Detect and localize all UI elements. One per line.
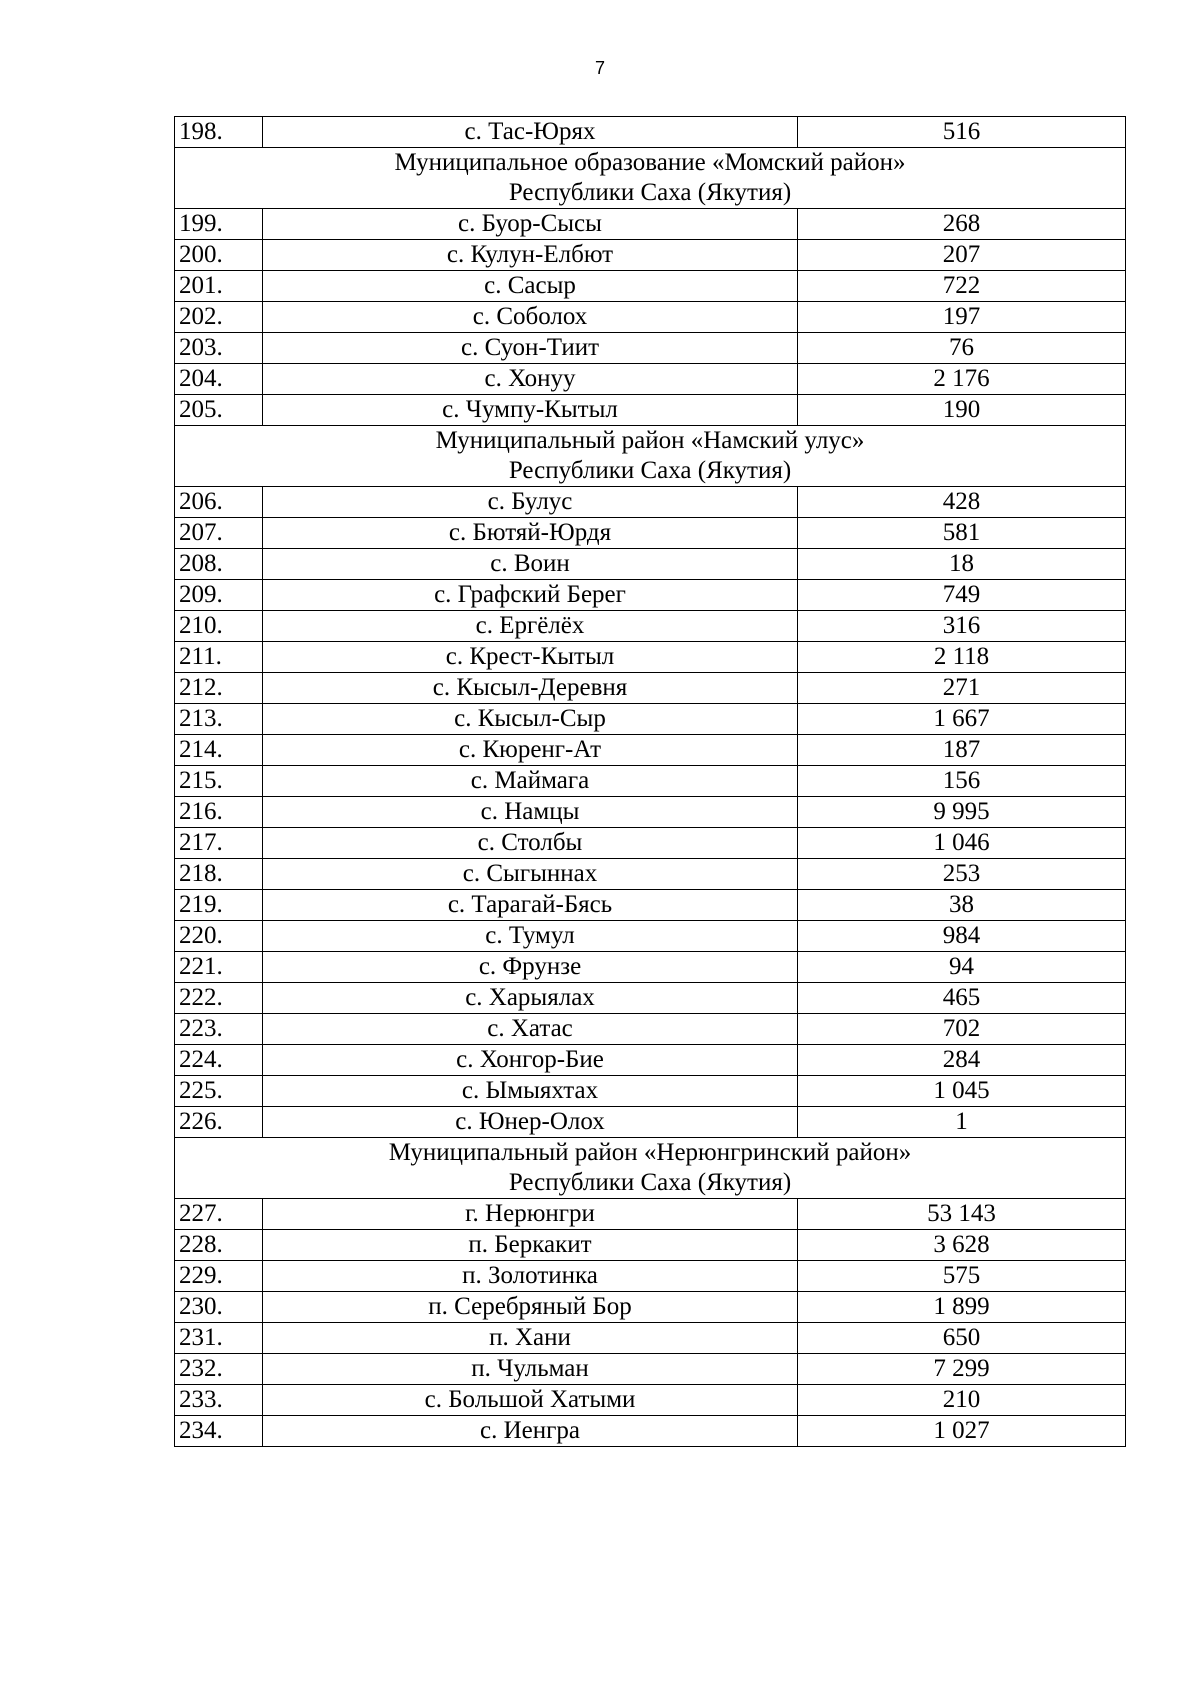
settlement-name: с. Воин [263, 549, 798, 580]
settlement-name: с. Буор-Сысы [263, 209, 798, 240]
settlement-name: с. Харыялах [263, 983, 798, 1014]
table-row [175, 1323, 1126, 1354]
row-number: 216. [175, 797, 263, 828]
table-row [175, 117, 1126, 148]
settlement-name: п. Чульман [263, 1354, 798, 1385]
settlement-name: с. Хатас [263, 1014, 798, 1045]
population-value: 749 [798, 580, 1126, 611]
table-row [175, 1199, 1126, 1230]
table-row [175, 580, 1126, 611]
settlement-name: с. Крест-Кытыл [263, 642, 798, 673]
population-value: 516 [798, 117, 1126, 148]
row-number: 201. [175, 271, 263, 302]
settlement-name: с. Кысыл-Деревня [263, 673, 798, 704]
row-number: 227. [175, 1199, 263, 1230]
table-row [175, 859, 1126, 890]
table-row [175, 983, 1126, 1014]
section-header [175, 426, 1126, 487]
settlement-name: с. Тумул [263, 921, 798, 952]
table-row [175, 828, 1126, 859]
population-value: 284 [798, 1045, 1126, 1076]
table-row [175, 1354, 1126, 1385]
population-value: 1 [798, 1107, 1126, 1138]
section-header [175, 148, 1126, 209]
page-number: 7 [594, 58, 605, 78]
settlement-name: с. Кысыл-Сыр [263, 704, 798, 735]
population-value: 94 [798, 952, 1126, 983]
section-subtitle: Республики Саха (Якутия) [508, 179, 792, 206]
table-row [175, 487, 1126, 518]
table-row [175, 333, 1126, 364]
row-number: 218. [175, 859, 263, 890]
row-number: 233. [175, 1385, 263, 1416]
row-number: 209. [175, 580, 263, 611]
population-value: 1 899 [798, 1292, 1126, 1323]
population-value: 268 [798, 209, 1126, 240]
table-row [175, 395, 1126, 426]
population-value: 465 [798, 983, 1126, 1014]
row-number: 225. [175, 1076, 263, 1107]
settlement-name: с. Намцы [263, 797, 798, 828]
table-row [175, 766, 1126, 797]
row-number: 213. [175, 704, 263, 735]
row-number: 198. [175, 117, 263, 148]
settlement-name: с. Хонгор-Бие [263, 1045, 798, 1076]
row-number: 206. [175, 487, 263, 518]
section-header-row [175, 426, 1126, 487]
row-number: 226. [175, 1107, 263, 1138]
population-value: 2 176 [798, 364, 1126, 395]
table-row [175, 1076, 1126, 1107]
section-title: Муниципальный район «Намский улус» [435, 427, 865, 454]
population-value: 271 [798, 673, 1126, 704]
population-value: 575 [798, 1261, 1126, 1292]
population-value: 190 [798, 395, 1126, 426]
settlement-name: п. Беркакит [263, 1230, 798, 1261]
row-number: 223. [175, 1014, 263, 1045]
row-number: 208. [175, 549, 263, 580]
settlement-name: с. Хонуу [263, 364, 798, 395]
table-row [175, 1045, 1126, 1076]
row-number: 202. [175, 302, 263, 333]
section-header-row [175, 1138, 1126, 1199]
population-value: 2 118 [798, 642, 1126, 673]
settlement-name: с. Столбы [263, 828, 798, 859]
table-row [175, 302, 1126, 333]
table-row [175, 240, 1126, 271]
population-value: 1 667 [798, 704, 1126, 735]
table-row [175, 890, 1126, 921]
settlement-name: с. Графский Берег [263, 580, 798, 611]
row-number: 221. [175, 952, 263, 983]
population-value: 984 [798, 921, 1126, 952]
row-number: 234. [175, 1416, 263, 1447]
section-header [175, 1138, 1126, 1199]
population-value: 76 [798, 333, 1126, 364]
settlement-name: с. Сасыр [263, 271, 798, 302]
section-header-row [175, 148, 1126, 209]
row-number: 200. [175, 240, 263, 271]
settlement-name: с. Иенгра [263, 1416, 798, 1447]
table-row [175, 1416, 1126, 1447]
row-number: 212. [175, 673, 263, 704]
table-row [175, 611, 1126, 642]
population-value: 187 [798, 735, 1126, 766]
row-number: 228. [175, 1230, 263, 1261]
population-value: 1 045 [798, 1076, 1126, 1107]
table-row [175, 209, 1126, 240]
row-number: 215. [175, 766, 263, 797]
population-value: 702 [798, 1014, 1126, 1045]
table-row [175, 921, 1126, 952]
section-title: Муниципальный район «Нерюнгринский район» [388, 1139, 912, 1166]
population-value: 38 [798, 890, 1126, 921]
row-number: 220. [175, 921, 263, 952]
population-value: 1 046 [798, 828, 1126, 859]
population-value: 18 [798, 549, 1126, 580]
table-row [175, 1107, 1126, 1138]
row-number: 229. [175, 1261, 263, 1292]
table-row [175, 1385, 1126, 1416]
settlement-name: с. Чумпу-Кытыл [263, 395, 798, 426]
section-title: Муниципальное образование «Момский район» [394, 149, 906, 176]
population-value: 9 995 [798, 797, 1126, 828]
settlement-name: с. Соболох [263, 302, 798, 333]
row-number: 199. [175, 209, 263, 240]
settlement-name: с. Тарагай-Бясь [263, 890, 798, 921]
table-row [175, 642, 1126, 673]
table-row [175, 271, 1126, 302]
settlement-name: с. Ергёлёх [263, 611, 798, 642]
settlement-name: с. Фрунзе [263, 952, 798, 983]
table-body [175, 117, 1126, 1447]
settlement-name: с. Суон-Тиит [263, 333, 798, 364]
table-row [175, 673, 1126, 704]
population-value: 197 [798, 302, 1126, 333]
row-number: 219. [175, 890, 263, 921]
table-row [175, 1292, 1126, 1323]
settlement-name: п. Хани [263, 1323, 798, 1354]
table-row [175, 364, 1126, 395]
settlement-name: с. Сыгыннах [263, 859, 798, 890]
table-row [175, 735, 1126, 766]
settlement-name: с. Ымыяхтах [263, 1076, 798, 1107]
population-value: 3 628 [798, 1230, 1126, 1261]
population-value: 581 [798, 518, 1126, 549]
table-row [175, 1014, 1126, 1045]
row-number: 222. [175, 983, 263, 1014]
row-number: 204. [175, 364, 263, 395]
population-value: 156 [798, 766, 1126, 797]
population-value: 316 [798, 611, 1126, 642]
table-row [175, 549, 1126, 580]
row-number: 230. [175, 1292, 263, 1323]
population-value: 650 [798, 1323, 1126, 1354]
section-subtitle: Республики Саха (Якутия) [508, 1169, 792, 1196]
population-value: 210 [798, 1385, 1126, 1416]
row-number: 231. [175, 1323, 263, 1354]
row-number: 203. [175, 333, 263, 364]
row-number: 210. [175, 611, 263, 642]
table-row [175, 518, 1126, 549]
settlement-name: с. Тас-Юрях [263, 117, 798, 148]
settlements-table [174, 116, 1126, 1447]
row-number: 214. [175, 735, 263, 766]
row-number: 224. [175, 1045, 263, 1076]
settlement-name: с. Маймага [263, 766, 798, 797]
row-number: 211. [175, 642, 263, 673]
settlement-name: с. Кюренг-Ат [263, 735, 798, 766]
table-row [175, 704, 1126, 735]
table-row [175, 1261, 1126, 1292]
row-number: 205. [175, 395, 263, 426]
population-value: 7 299 [798, 1354, 1126, 1385]
table-row [175, 797, 1126, 828]
population-value: 253 [798, 859, 1126, 890]
population-value: 53 143 [798, 1199, 1126, 1230]
row-number: 232. [175, 1354, 263, 1385]
section-subtitle: Республики Саха (Якутия) [508, 457, 792, 484]
population-value: 207 [798, 240, 1126, 271]
settlement-name: с. Большой Хатыми [263, 1385, 798, 1416]
settlement-name: с. Юнер-Олох [263, 1107, 798, 1138]
settlement-name: г. Нерюнгри [263, 1199, 798, 1230]
table-row [175, 1230, 1126, 1261]
settlement-name: с. Булус [263, 487, 798, 518]
row-number: 217. [175, 828, 263, 859]
settlement-name: с. Кулун-Елбют [263, 240, 798, 271]
population-value: 1 027 [798, 1416, 1126, 1447]
row-number: 207. [175, 518, 263, 549]
settlement-name: п. Серебряный Бор [263, 1292, 798, 1323]
population-value: 722 [798, 271, 1126, 302]
settlement-name: п. Золотинка [263, 1261, 798, 1292]
settlement-name: с. Бютяй-Юрдя [263, 518, 798, 549]
table-row [175, 952, 1126, 983]
population-value: 428 [798, 487, 1126, 518]
